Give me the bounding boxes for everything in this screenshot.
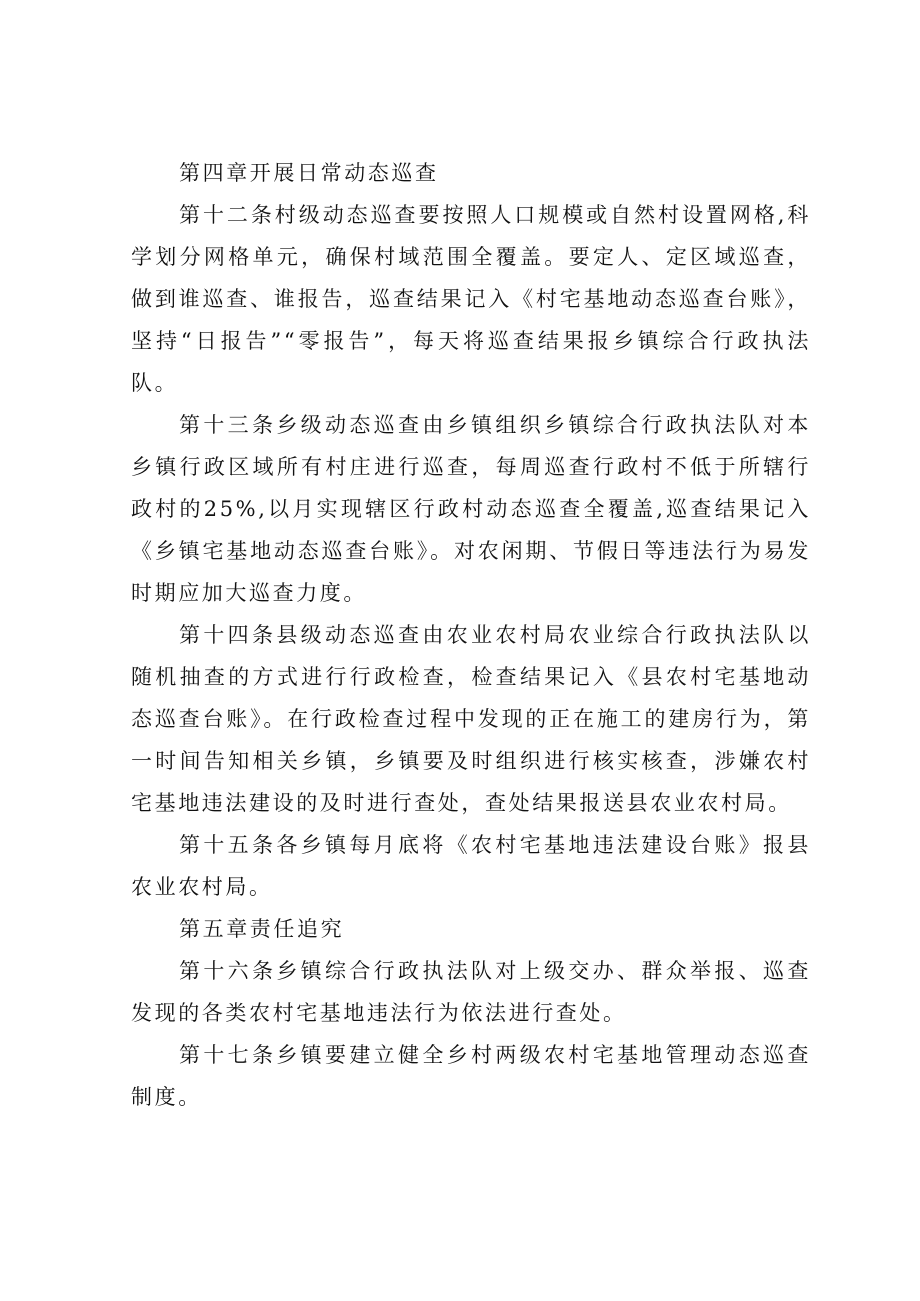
article-14-paragraph: 第十四条县级动态巡查由农业农村局农业综合行政执法队以随机抽查的方式进行行政检查，检查结果记入《县农村宅基地动态巡查台账》。在行政检查过程中发现的正在施工的建房行为，第一时间告知相关乡镇，乡镇要及时组织进行核实核查，涉嫌农村宅基地违法建设的及时进行查处，查处结果报送县农业农村局。 [131, 623, 811, 815]
article-17-paragraph: 第十七条乡镇要建立健全乡村两级农村宅基地管理动态巡查制度。 [131, 1043, 811, 1109]
article-15-paragraph: 第十五条各乡镇每月底将《农村宅基地违法建设台账》报县农业农村局。 [131, 833, 811, 899]
chapter-5-heading: 第五章责任追究 [179, 917, 345, 941]
article-12-paragraph: 第十二条村级动态巡查要按照人口规模或自然村设置网格,科学划分网格单元，确保村域范围全覆盖。要定人、定区域巡查，做到谁巡查、谁报告，巡查结果记入《村宅基地动态巡查台账》，坚持“日报告”“零报告”，每天将巡查结果报乡镇综合行政执法队。 [131, 203, 811, 395]
document-body [131, 152, 811, 1118]
chapter-4-heading: 第四章开展日常动态巡查 [179, 161, 439, 185]
article-16-paragraph: 第十六条乡镇综合行政执法队对上级交办、群众举报、巡查发现的各类农村宅基地违法行为依法进行查处。 [131, 959, 811, 1025]
article-13-paragraph: 第十三条乡级动态巡查由乡镇组织乡镇综合行政执法队对本乡镇行政区域所有村庄进行巡查，每周巡查行政村不低于所辖行政村的25%,以月实现辖区行政村动态巡查全覆盖,巡查结果记入《乡镇宅基地动态巡查台账》。对农闲期、节假日等违法行为易发时期应加大巡查力度。 [131, 413, 811, 605]
